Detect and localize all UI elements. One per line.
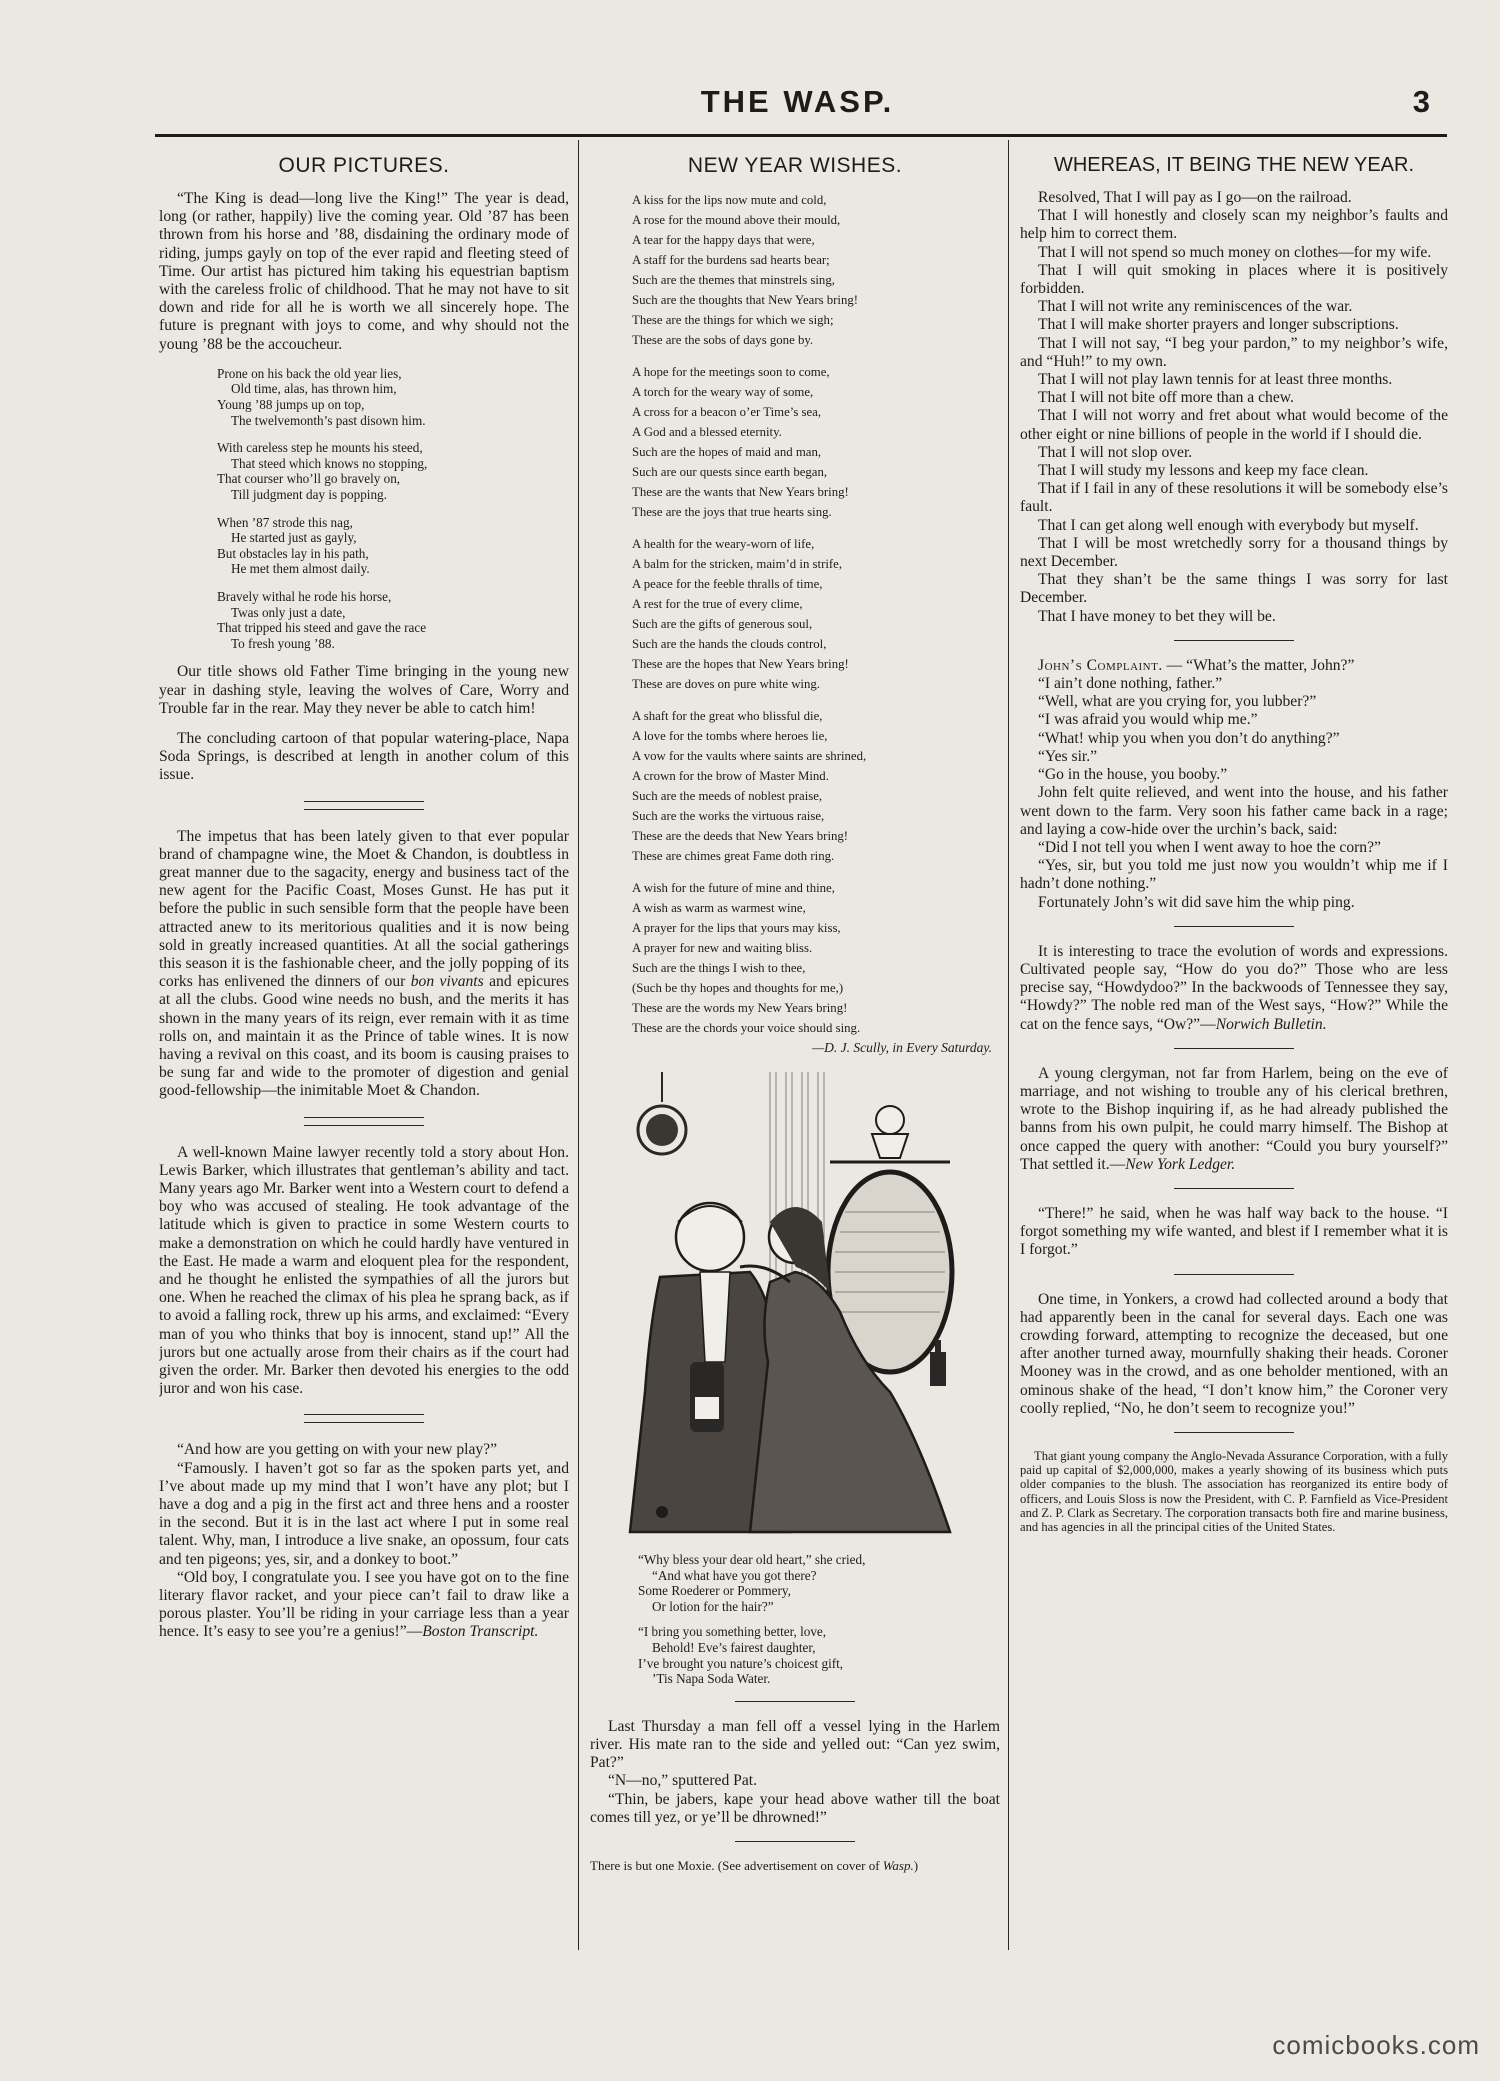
caption-line: Behold! Eve’s fairest daughter, (652, 1639, 816, 1655)
dialogue-line: “Yes sir.” (1038, 747, 1098, 765)
text-run: — “What’s the matter, John?” (1166, 656, 1355, 674)
section-divider (1174, 1274, 1294, 1275)
column-whereas (1020, 150, 1448, 1534)
dialogue-line (1020, 657, 1448, 675)
poem-line: These are chimes great Fame doth ring. (632, 849, 835, 863)
resolution-item: That I can get along well enough with everybody but myself. (1038, 516, 1419, 534)
caption-stanza (638, 1624, 1000, 1686)
poem-line: A cross for a beacon o’er Time’s sea, (632, 405, 822, 419)
poem-line: These are the deeds that New Years bring! (632, 829, 849, 843)
section-divider (1174, 640, 1294, 641)
poem-stanza (217, 440, 569, 502)
masthead (155, 84, 1440, 124)
article-paragraph: The concluding cartoon of that popular watering-place, Napa Soda Springs, is described at length in another colum of this issue. (159, 729, 569, 784)
poem-line: Till judgment day is popping. (231, 486, 387, 502)
poem-line: These are the wants that New Years bring! (632, 485, 849, 499)
article-paragraph-moet (159, 828, 569, 1101)
poem-line: A God and a blessed eternity. (632, 425, 782, 439)
poem-line: A love for the tombs where heroes lie, (632, 729, 828, 743)
article-paragraph: One time, in Yonkers, a crowd had collected around a body that had apparently been in the canal for several days. Each one was crowding forward, attempting to recognize the deceased, but one after another turned away, mournfully shaking their heads. Coroner Mooney was in the crowd, and as one beholder mentioned, with an ominous shake of the head, “I don’t know him,” the Coroner very coolly replied, “No, he don’t seem to recognize you!” (1020, 1290, 1448, 1417)
poem-line: A vow for the vaults where saints are shrined, (632, 749, 867, 763)
resolution-item: That they shan’t be the same things I was sorry for last December. (1020, 571, 1448, 607)
resolution-item: That I will quit smoking in places where it is positively forbidden. (1020, 261, 1448, 298)
poem-line: A wish as warm as warmest wine, (632, 901, 806, 915)
poem-line: With careless step he mounts his steed, (217, 440, 423, 456)
dialogue-line: “Well, what are you crying for, you lubber?” (1038, 693, 1317, 711)
caption-line: ’Tis Napa Soda Water. (652, 1671, 771, 1687)
column-new-year-wishes (590, 150, 1000, 1873)
poem-line: Such are the gifts of generous soul, (632, 617, 813, 631)
text-run: It is interesting to trace the evolution of words and expressions. Cultivated people say, “How do you do?” Those who are less precise say, “Howdydoo?” In the backwoods of Tennessee they say, “Howdy?” The noble red man of the West says, “How?” While the cat on the fence says, “Ow?”— (1020, 942, 1448, 1033)
masthead-rule (155, 134, 1447, 137)
dialogue-line: “I was afraid you would whip me.” (1038, 711, 1258, 729)
illustration-caption (638, 1552, 1000, 1687)
poem-line: Such are the hopes of maid and man, (632, 445, 822, 459)
poem-line: A rest for the true of every clime, (632, 597, 803, 611)
poem-old-year (217, 366, 569, 652)
poem-line: A torch for the weary way of some, (632, 385, 814, 399)
poem-stanza (632, 362, 1000, 522)
dialogue-line: “Did I not tell you when I went away to hoe the corn?” (1038, 838, 1381, 856)
resolution-item: That I will not spend so much money on clothes—for my wife. (1038, 243, 1432, 261)
poem-line: A hope for the meetings soon to come, (632, 365, 830, 379)
text-run: The impetus that has been lately given to that ever popular brand of champagne wine, the Moet & Chandon, is doubtless in great manner due to the sagacity, energy and business tact of the new agent for the Pacific Coast, Moses Gunst. He has put it before the public in such sensible form that the people have been attracted anew to its meritorious qualities and it is now being sold in greatly increased quantities. At all the social gatherings this season it is the fashionable cheer, and the jolly popping of its corks has enlivened the dinners of our (159, 827, 569, 991)
poem-line: That tripped his steed and gave the race (217, 620, 427, 636)
poem-line: Such are the works the virtuous raise, (632, 809, 825, 823)
article-paragraph: Our title shows old Father Time bringing in the young new year in dashing style, leaving the wolves of Care, Worry and Trouble far in the rear. May they never be able to catch him! (159, 663, 569, 717)
moxie-notice (590, 1858, 1000, 1873)
poem-line: A peace for the feeble thralls of time, (632, 577, 823, 591)
article-paragraph: That giant young company the Anglo-Nevada Assurance Corporation, with a fully paid up capital of $2,000,000, makes a yearly showing of its business which puts older companies to the blush. The association has reorganized its entire body of officers, and Louis Sloss is now the President, with C. P. Farnfield as Vice-President and Z. P. Clark as Secretary. The corporation transacts both fire and marine business, and has agencies in all the principal cities of the United States. (1020, 1448, 1448, 1534)
poem-new-year-wishes (632, 190, 1000, 1038)
resolutions-list (1020, 189, 1448, 626)
poem-line: A balm for the stricken, maim’d in strife, (632, 557, 843, 571)
poem-stanza (217, 515, 569, 577)
article-paragraph: A well-known Maine lawyer recently told a story about Hon. Lewis Barker, which illustrates that gentleman’s ability and tact. Many years ago Mr. Barker went into a Western court to defend a boy who was accused of stealing. He took advantage of the latitude which is given to practice in some Western courts to make a demonstration on which he could hardly have ventured in the East. He made a warm and eloquent plea for the respondent, and he thought he enlisted the sympathies of all the jurors but one. When he reached the climax of his plea he sprang back, as if to avoid a falling rock, threw up his arms, and exclaimed: “Every man of you who thinks that boy is innocent, stand up!” All the jurors but one actually arose from their chairs as if the court had given the order. Mr. Barker then devoted his energies to the odd juror and won his case. (159, 1143, 569, 1398)
section-heading-new-year-wishes: NEW YEAR WISHES. (687, 154, 903, 177)
resolution-item: That I will not play lawn tennis for at least three months. (1038, 371, 1393, 389)
dialogue-line: “Thin, be jabers, kape your head above wather till the boat comes till yez, or ye’ll be dhrowned!” (590, 1790, 1000, 1826)
resolution-item: That I will be most wretchedly sorry for a thousand things by next December. (1020, 534, 1448, 571)
poem-line: A kiss for the lips now mute and cold, (632, 193, 827, 207)
napa-soda-illustration (590, 1062, 992, 1542)
poem-line: He met them almost daily. (231, 561, 370, 577)
caption-line: “Why bless your dear old heart,” she cried, (638, 1552, 866, 1567)
section-divider (735, 1701, 855, 1702)
article-paragraph (1020, 943, 1448, 1034)
text-run: A young clergyman, not far from Harlem, being on the eve of marriage, and not wishing to trouble any of his clerical brethren, wrote to the Bishop inquiring if, as he had already published the banns from his own pulpit, he could marry himself. The Bishop at once capped the query with another: “Could you bury yourself?” That settled it.— (1020, 1064, 1448, 1173)
poem-line: Such are the hands the clouds control, (632, 637, 827, 651)
poem-line: Such are the things I wish to thee, (632, 961, 806, 975)
dialogue-line: “What! whip you when you don’t do anything?” (1038, 729, 1340, 747)
insurance-notice (1020, 1449, 1448, 1534)
poem-line: A wish for the future of mine and thine, (632, 881, 835, 895)
resolution-item: That I have money to bet they will be. (1038, 607, 1276, 625)
poem-line: These are the chords your voice should sing. (632, 1021, 861, 1035)
dialogue-line: John felt quite relieved, and went into the house, and his father went down to the farm. Very soon his father came back in a rage; and laying a cow-hide over the urchin’s back, said: (1020, 784, 1448, 838)
poem-line: He started just as gayly, (231, 530, 357, 546)
masthead-title: THE WASP. (700, 84, 895, 119)
poem-line: Prone on his back the old year lies, (217, 365, 402, 381)
section-divider (1174, 926, 1294, 927)
article-paragraph: “There!” he said, when he was half way back to the house. “I forgot something my wife wanted, and blest if I remember what it is I forgot.” (1020, 1204, 1448, 1259)
resolution-item: That I will not slop over. (1038, 443, 1193, 461)
dialogue-line: “Yes, sir, but you told me just now you wouldn’t whip me if I hadn’t done nothing.” (1020, 857, 1448, 893)
poem-citation: —D. J. Scully, in Every Saturday. (812, 1040, 992, 1055)
poem-stanza (632, 534, 1000, 694)
poem-line: (Such be thy hopes and thoughts for me,) (632, 981, 844, 995)
poem-line: A prayer for new and waiting bliss. (632, 941, 813, 955)
citation: New York Ledger. (1125, 1155, 1236, 1173)
article-lead: John’s Complaint. (1038, 656, 1163, 674)
caption-line: I’ve brought you nature’s choicest gift, (638, 1655, 844, 1671)
section-divider (304, 801, 424, 810)
poem-stanza (632, 190, 1000, 350)
italic-text: bon vivants (410, 973, 484, 991)
citation: Norwich Bulletin. (1215, 1015, 1327, 1033)
italic-text: Wasp. (882, 1857, 914, 1873)
article-paragraph (1020, 1065, 1448, 1174)
poem-line: Such are our quests since earth began, (632, 465, 828, 479)
poem-line: A staff for the burdens sad hearts bear; (632, 253, 830, 267)
poem-stanza (217, 589, 569, 651)
poem-line: These are the joys that true hearts sing. (632, 505, 832, 519)
poem-line: These are the words my New Years bring! (632, 1001, 848, 1015)
resolution-item: That I will make shorter prayers and longer subscriptions. (1038, 316, 1399, 334)
poem-line: A health for the weary-worn of life, (632, 537, 815, 551)
resolution-item: That I will not say, “I beg your pardon,” to my neighbor’s wife, and “Huh!” to my own. (1020, 334, 1448, 370)
caption-line: Or lotion for the hair?” (652, 1598, 774, 1614)
poem-line: Such are the themes that minstrels sing, (632, 273, 835, 287)
poem-stanza (632, 706, 1000, 866)
column-rule-left (578, 140, 579, 1950)
dialogue-line: “I ain’t done nothing, father.” (1038, 675, 1223, 693)
resolution-item: That I will not bite off more than a chew. (1038, 389, 1294, 407)
section-divider (304, 1414, 424, 1423)
poem-line: A shaft for the great who blissful die, (632, 709, 823, 723)
caption-line: “I bring you something better, love, (638, 1624, 827, 1640)
citation: Boston Transcript. (422, 1623, 539, 1641)
section-divider (1174, 1432, 1294, 1433)
poem-line: A crown for the brow of Master Mind. (632, 769, 829, 783)
article-paragraph: Last Thursday a man fell off a vessel lying in the Harlem river. His mate ran to the side and yelled out: “Can yez swim, Pat?” (590, 1717, 1000, 1772)
poem-line: These are the sobs of days gone by. (632, 333, 814, 347)
caption-stanza (638, 1552, 1000, 1614)
poem-line: Old time, alas, has thrown him, (231, 381, 397, 397)
caption-line: “And what have you got there? (652, 1567, 817, 1583)
poem-line: Such are the meeds of noblest praise, (632, 789, 823, 803)
poem-line: The twelvemonth’s past disown him. (231, 412, 426, 428)
dialogue-line: “And how are you getting on with your new play?” (177, 1441, 498, 1459)
resolution-item: That I will honestly and closely scan my neighbor’s faults and help him to correct them. (1020, 207, 1448, 243)
poem-line: A rose for the mound above their mould, (632, 213, 841, 227)
section-divider (735, 1841, 855, 1842)
resolution-item: That I will not write any reminiscences of the war. (1038, 298, 1353, 316)
dialogue-line: “N—no,” sputtered Pat. (608, 1772, 757, 1790)
poem-line: Young ’88 jumps up on top, (217, 397, 365, 413)
resolution-item: That I will not worry and fret about what would become of the other eight or nine billions of people in the world if I should die. (1020, 407, 1448, 443)
poem-line: To fresh young ’88. (231, 635, 335, 651)
poem-stanza (217, 366, 569, 428)
poem-line: Such are the thoughts that New Years bring! (632, 293, 859, 307)
poem-stanza (632, 878, 1000, 1038)
section-divider (1174, 1048, 1294, 1049)
poem-line: These are the things for which we sigh; (632, 313, 834, 327)
resolution-item: That I will study my lessons and keep my face clean. (1038, 462, 1369, 480)
section-heading-whereas: WHEREAS, IT BEING THE NEW YEAR. (1053, 154, 1415, 176)
dialogue-line: “Famously. I haven’t got so far as the spoken parts yet, and I’ve about made up my mind that I won’t have any plot; but I have a dog and a pig in the first act and three hens and a rooster in the second. But it is in the last act where I put in some real talent. Why, man, I introduce a live snake, an opossum, four cats and ten pigeons; yes, sir, and a donkey to boot.” (159, 1459, 569, 1568)
poem-line: That steed which knows no stopping, (231, 455, 428, 471)
text-run: ) (913, 1857, 919, 1873)
poem-line: A prayer for the lips that yours may kiss, (632, 921, 841, 935)
text-run: There is but one Moxie. (See advertisement on cover of (590, 1857, 880, 1873)
section-divider (1174, 1188, 1294, 1189)
dialogue-line: Fortunately John’s wit did save him the whip ping. (1038, 893, 1355, 911)
page-number: 3 (1412, 84, 1430, 119)
section-heading-our-pictures: OUR PICTURES. (278, 154, 450, 177)
poem-line: Bravely withal he rode his horse, (217, 588, 392, 604)
poem-line: These are the hopes that New Years bring! (632, 657, 849, 671)
column-our-pictures (159, 150, 569, 1642)
poem-line: Twas only just a date, (231, 604, 346, 620)
column-rule-right (1008, 140, 1009, 1950)
dialogue-line (159, 1569, 569, 1642)
watermark-text: comicbooks.com (1272, 2030, 1480, 2060)
poem-line: A tear for the happy days that were, (632, 233, 815, 247)
caption-line: Some Roederer or Pommery, (638, 1583, 791, 1599)
poem-line: When ’87 strode this nag, (217, 514, 353, 530)
resolution-item: That if I fail in any of these resolutions it will be somebody else’s fault. (1020, 480, 1448, 516)
text-run: and epicures at all the clubs. Good wine needs no bush, and the merits it has shown in the many years of its reign, ever remain with it as time rolls on, and maintain it as the Prince of table wines. It is now having a revival on this coast, and its boom is causing praises to be sung far and wide to the promoter of digestion and genial good-fellowship—the inimitable Moet & Chandon. (159, 973, 569, 1100)
poem-line: These are doves on pure white wing. (632, 677, 820, 691)
article-paragraph: “The King is dead—long live the King!” The year is dead, long (or rather, happily) live the coming year. Old ’87 has been thrown from his horse and ’88, disdaining the ordinary mode of riding, jumps gayly on top of the ever rapid and fleeting steed of Time. Our artist has pictured him taking his equestrian baptism with the careless frolic of childhood. That he may not have to sit down and ride for all he is worth we all sincerely hope. The future is pregnant with joys to come, and why should not the young ’88 be the accoucheur. (159, 190, 569, 353)
poem-line: That courser who’ll go bravely on, (217, 471, 401, 487)
text-run: “Old boy, I congratulate you. I see you have got on to the fine literary flavor racket, and your piece can’t fail to draw like a porous plaster. You’ll be riding in your carriage less than a year hence. It’s easy to see you’re a genius!”— (159, 1568, 569, 1641)
dialogue-line: “Go in the house, you booby.” (1038, 766, 1228, 784)
poem-line: But obstacles lay in his path, (217, 545, 369, 561)
section-divider (304, 1117, 424, 1126)
resolution-item: Resolved, That I will pay as I go—on the railroad. (1038, 189, 1352, 206)
